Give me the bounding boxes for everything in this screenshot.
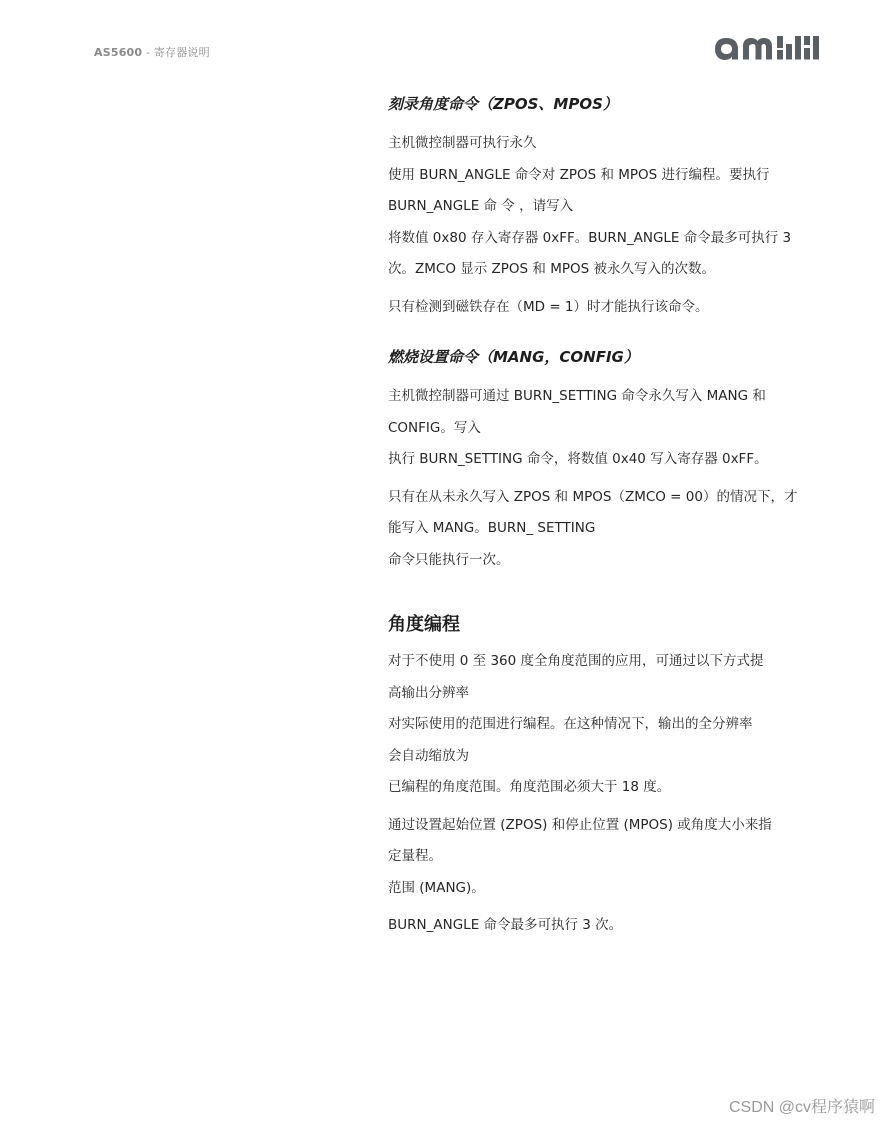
- paragraph-line: CONFIG。写入: [388, 419, 481, 436]
- paragraph-line: 能写入 MANG。BURN_ SETTING: [388, 520, 596, 536]
- burn-setting-heading: 燃烧设置命令（MANG，CONFIG）: [388, 348, 639, 366]
- paragraph-line: 主机微控制器可通过 BURN_SETTING 命令永久写入 MANG 和: [388, 388, 766, 404]
- paragraph-line: 对于不使用 0 至 360 度全角度范围的应用，可通过以下方式提: [388, 653, 764, 669]
- burn-angle-note: 只有检测到磁铁存在（MD = 1）时才能执行该命令。: [388, 298, 709, 315]
- document-code: AS5600: [94, 46, 143, 59]
- paragraph-line: 次。ZMCO 显示 ZPOS 和 MPOS 被永久写入的次数。: [388, 261, 715, 277]
- paragraph-line: 对实际使用的范围进行编程。在这种情况下，输出的全分辨率: [388, 716, 753, 732]
- document-title: - 寄存器说明: [142, 46, 210, 59]
- paragraph-line: BURN_ANGLE 命 令 ，请写入: [388, 198, 574, 214]
- paragraph-line: 使用 BURN_ANGLE 命令对 ZPOS 和 MPOS 进行编程。要执行: [388, 166, 770, 183]
- section-burn-angle: [388, 92, 828, 323]
- paragraph-line: 会自动缩放为: [388, 747, 469, 764]
- section-burn-setting: [388, 345, 828, 576]
- burn-angle-heading: 刻录角度命令（ZPOS、MPOS）: [388, 95, 618, 113]
- ams-logo-icon: [714, 32, 822, 64]
- paragraph-line: 通过设置起始位置 (ZPOS) 和停止位置 (MPOS) 或角度大小来指: [388, 816, 772, 833]
- paragraph-line: 主机微控制器可执行永久: [388, 135, 537, 151]
- paragraph-line: 定量程。: [388, 848, 442, 864]
- section-angle-programming: [388, 612, 828, 942]
- ams-logo: [714, 32, 822, 64]
- paragraph-line: 命令只能执行一次。: [388, 551, 510, 568]
- paragraph-line: 范围 (MANG)。: [388, 879, 485, 896]
- document-header: [94, 44, 210, 60]
- angle-programming-heading: 角度编程: [388, 614, 460, 635]
- paragraph-line: 执行 BURN_SETTING 命令，将数值 0x40 写入寄存器 0xFF。: [388, 451, 768, 467]
- watermark: CSDN @cv程序猿啊: [728, 1099, 875, 1116]
- angle-programming-note: BURN_ANGLE 命令最多可执行 3 次。: [388, 917, 623, 933]
- main-content: [388, 92, 828, 942]
- paragraph-line: 已编程的角度范围。角度范围必须大于 18 度。: [388, 779, 671, 795]
- paragraph-line: 高输出分辨率: [388, 684, 469, 701]
- paragraph-line: 将数值 0x80 存入寄存器 0xFF。BURN_ANGLE 命令最多可执行 3: [388, 229, 792, 246]
- paragraph-line: 只有在从未永久写入 ZPOS 和 MPOS（ZMCO = 00）的情况下，才: [388, 488, 798, 505]
